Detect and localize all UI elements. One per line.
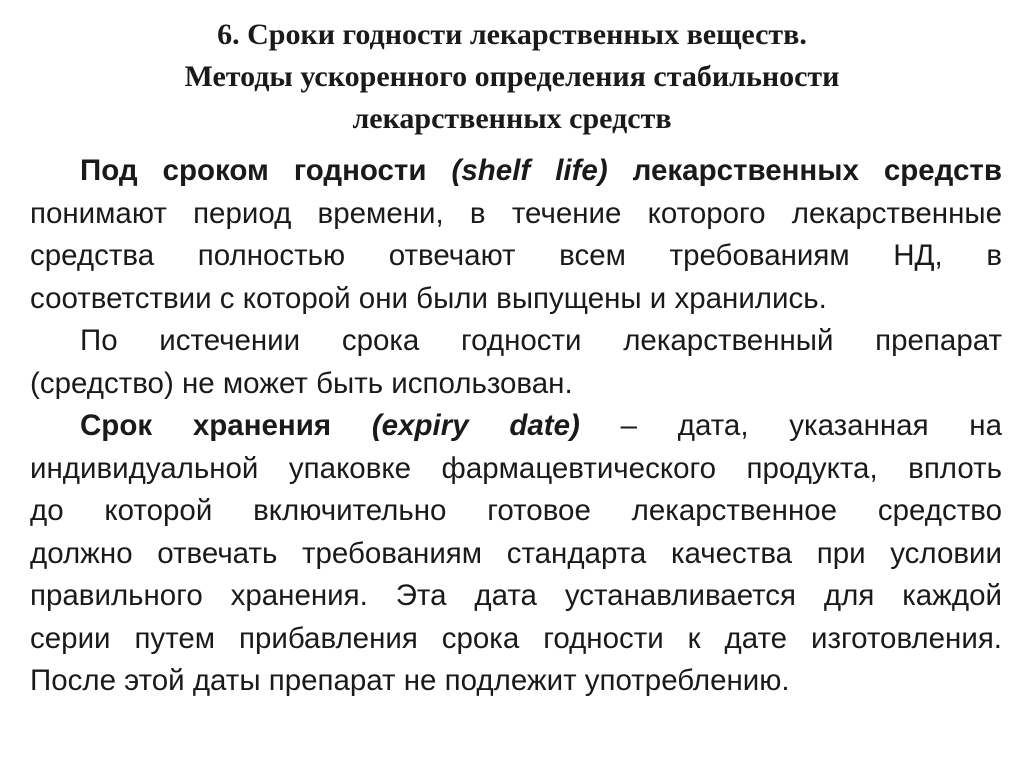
paragraph-line: серии путем прибавления срока годности к дате изготовления. [30,621,1002,655]
paragraph-line: После этой даты препарат не подлежит употреблению. [30,664,790,697]
paragraph-line: должно отвечать требованиям стандарта качества при условии [30,536,1002,570]
term-shelf-life: Под сроком годности [80,154,427,187]
paragraph-line: средства полностью отвечают всем требованиям НД, в [30,239,1002,272]
title-line-2: Методы ускоренного определения стабильности [184,60,840,93]
term-expiry-after: – дата, указанная на [620,409,1003,442]
paragraph-line: По истечении срока годности лекарственный препарат [80,324,1002,357]
paragraph-line: (средство) не может быть использован. [30,366,573,400]
title-line-1: 6. Сроки годности лекарственных веществ. [217,18,807,51]
paragraph-line: понимают период времени, в течение которого лекарственные [30,196,1002,230]
paragraph-expiration [30,320,1002,405]
paragraph-shelf-life [30,150,1002,320]
paragraph-line [30,405,1002,448]
paragraph-line: индивидуальной упаковке фармацевтического продукта, вплоть [30,451,1002,485]
slide-body [30,150,1002,703]
paragraph-line: правильного хранения. Эта дата устанавливается для каждой [30,579,1002,612]
term-expiry-en: (expiry date) [371,409,580,442]
paragraph-expiry-date [30,405,1002,703]
paragraph-line: до которой включительно готовое лекарственное средство [30,494,1002,527]
term-shelf-life-en: (shelf life) [451,154,608,187]
paragraph-line [30,150,1002,193]
term-shelf-life-after: лекарственных средств [632,154,1003,187]
title-line-3: лекарственных средств [352,102,672,135]
paragraph-line: соответствии с которой они были выпущены и хранились. [30,281,827,315]
term-expiry: Срок хранения [80,409,332,442]
slide-title [0,14,1024,140]
